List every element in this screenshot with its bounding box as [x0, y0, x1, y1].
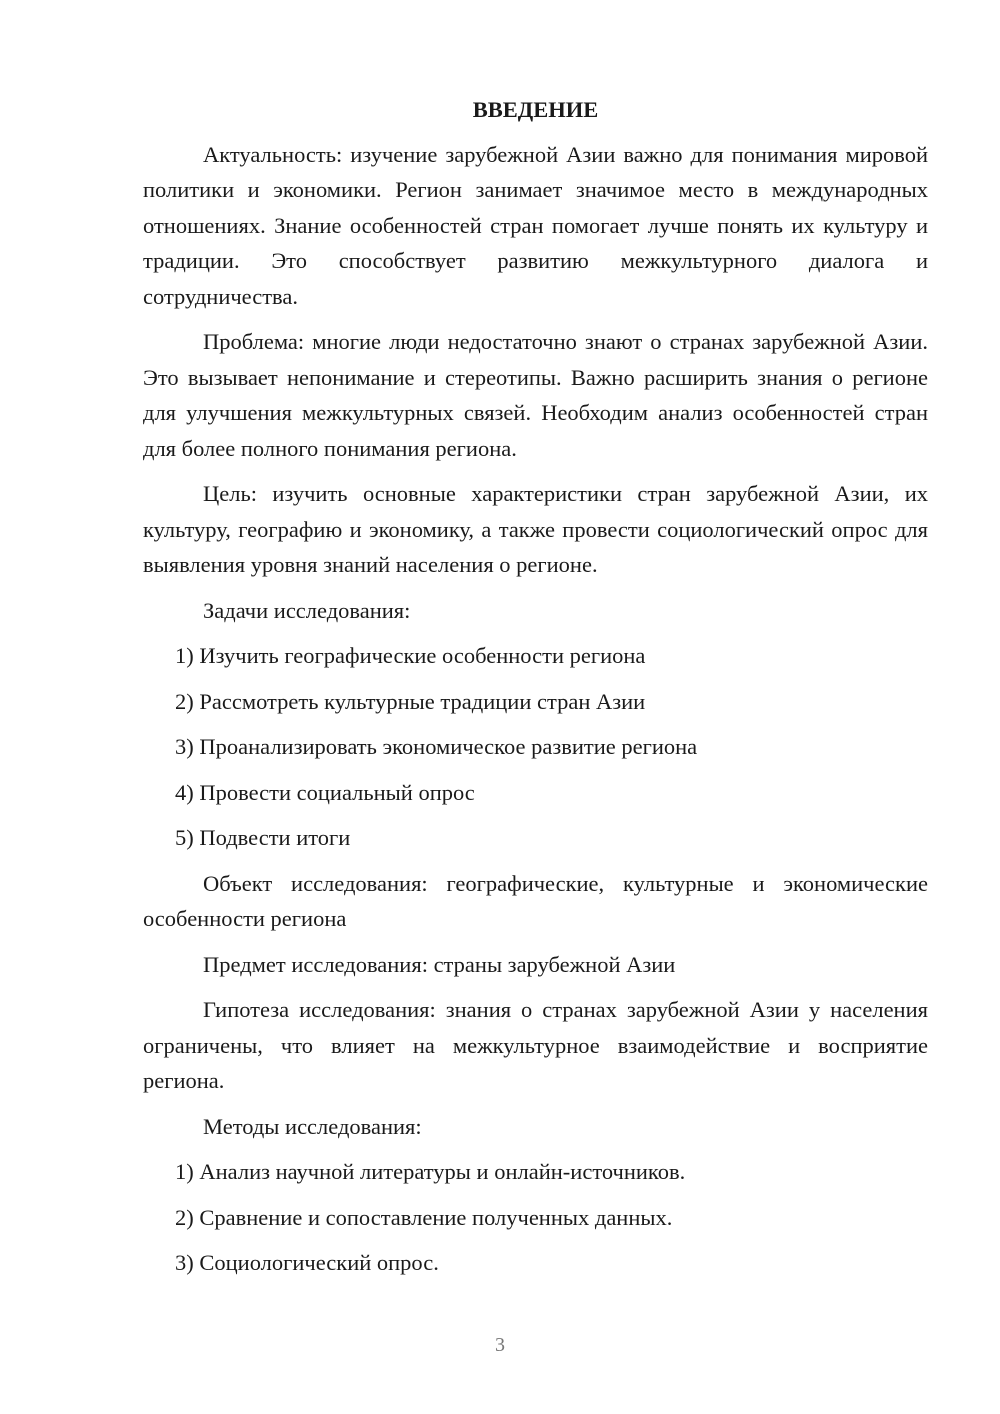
- task-item-3: 3) Проанализировать экономическое развитие региона: [175, 734, 698, 759]
- task-item-1: 1) Изучить географические особенности региона: [175, 643, 646, 668]
- task-item-2: 2) Рассмотреть культурные традиции стран Азии: [175, 688, 646, 714]
- page-number: 3: [495, 1334, 505, 1356]
- task-item-4: 4) Провести социальный опрос: [175, 779, 475, 805]
- method-item-1: 1) Анализ научной литературы и онлайн-источников.: [175, 1159, 686, 1184]
- problem-paragraph: Проблема: многие люди недостаточно знают о странах зарубежной Азии. Это вызывает непонимание и стереотипы. Важно расширить знания о регионе для улучшения межкультурных связей. Необходим анализ особенностей стран для более полного понимания региона.: [143, 329, 928, 461]
- object-paragraph: Объект исследования: географические, культурные и экономические особенности региона: [143, 870, 928, 931]
- method-item-3: 3) Социологический опрос.: [175, 1250, 439, 1275]
- document-page: [143, 92, 928, 1291]
- task-item-5: 5) Подвести итоги: [175, 825, 351, 850]
- relevance-paragraph: Актуальность: изучение зарубежной Азии важно для понимания мировой политики и экономики. Регион занимает значимое место в международных отношениях. Знание особенностей стран помогает лучше понять их культуру и традиции. Это способствует развитию межкультурного диалога и сотрудничества.: [143, 141, 928, 309]
- page-title: ВВЕДЕНИЕ: [472, 97, 599, 122]
- goal-paragraph: Цель: изучить основные характеристики стран зарубежной Азии, их культуру, географию и экономику, а также провести социологический опрос для выявления уровня знаний населения о регионе.: [143, 481, 928, 577]
- method-item-2: 2) Сравнение и сопоставление полученных данных.: [175, 1204, 673, 1230]
- subject-paragraph: Предмет исследования: страны зарубежной Азии: [203, 951, 676, 977]
- tasks-heading: Задачи исследования:: [203, 597, 411, 623]
- hypothesis-paragraph: Гипотеза исследования: знания о странах зарубежной Азии у населения ограничены, что влияет на межкультурное взаимодействие и восприятие региона.: [143, 997, 928, 1093]
- methods-heading: Методы исследования:: [203, 1113, 422, 1139]
